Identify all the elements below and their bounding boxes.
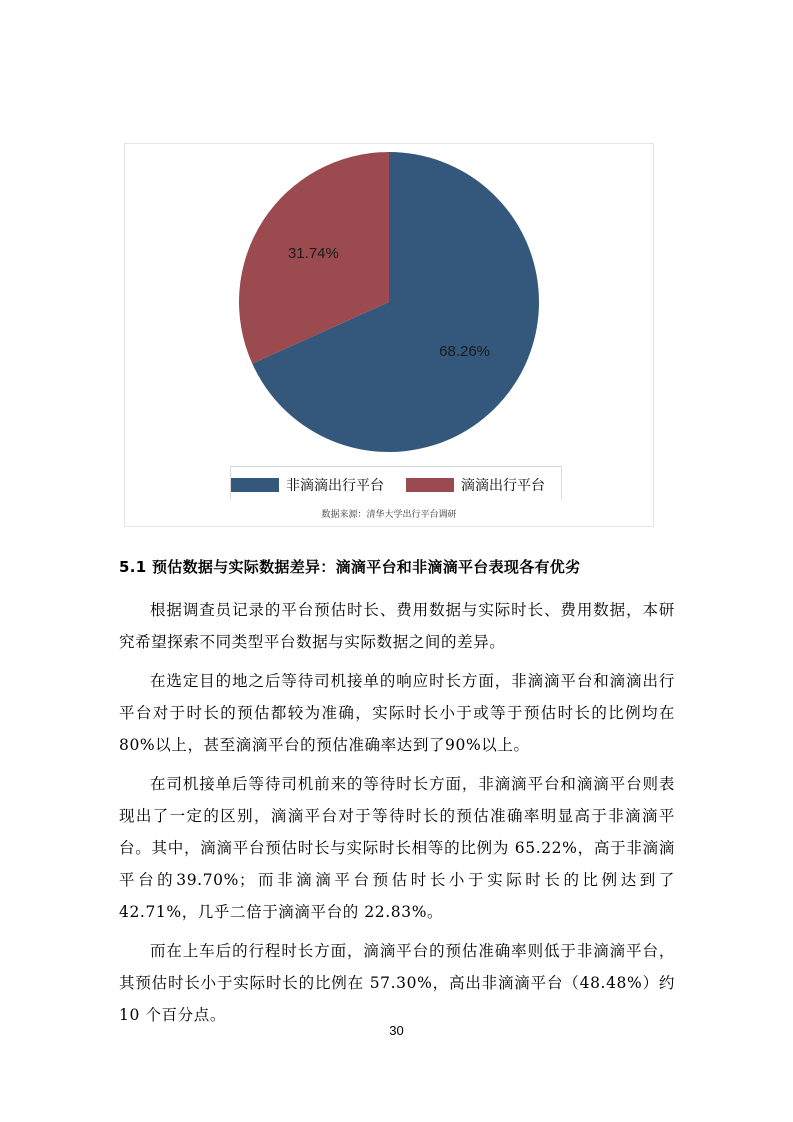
chart-source-note: 数据来源：清华大学出行平台调研: [321, 510, 457, 520]
legend-item-non-didi: [231, 475, 384, 495]
page-number: 30: [389, 1023, 404, 1038]
pie-chart-figure: [124, 143, 654, 527]
legend-label-non-didi: 非滴滴出行平台: [286, 478, 384, 494]
paragraph-1: 根据调查员记录的平台预估时长、费用数据与实际时长、费用数据，本研究希望探索不同类型平台数据与实际数据之间的差异。: [119, 601, 675, 651]
data-label-non-didi: 68.26%: [439, 342, 491, 360]
paragraph-4: 而在上车后的行程时长方面，滴滴平台的预估准确率则低于非滴滴平台，其预估时长小于实际时长的比例在 57.30%，高出非滴滴平台（48.48%）约 10 个百分点。: [119, 942, 675, 1024]
data-label-didi: 31.74%: [287, 245, 339, 263]
paragraph-2: 在选定目的地之后等待司机接单的响应时长方面，非滴滴平台和滴滴出行平台对于时长的预估都较为准确，实际时长小于或等于预估时长的比例均在80%以上，甚至滴滴平台的预估准确率达到了90%以上。: [119, 672, 675, 754]
legend-swatch-didi: [406, 478, 454, 492]
legend-label-didi: 滴滴出行平台: [461, 478, 545, 494]
section-heading: 5.1 预估数据与实际数据差异：滴滴平台和非滴滴平台表现各有优劣: [119, 558, 581, 576]
legend-swatch-non-didi: [231, 478, 279, 492]
paragraph-3: 在司机接单后等待司机前来的等待时长方面，非滴滴平台和滴滴平台则表现出了一定的区别，滴滴平台对于等待时长的预估准确率明显高于非滴滴平台。其中，滴滴平台预估时长与实际时长相等的比例为 65.22%，高于非滴滴平台的39.70%；而非滴滴平台预估时长小于实际时长的比例达到了 42.71%，几乎二倍于滴滴平台的 22.83%。: [119, 775, 675, 921]
legend-item-didi: [406, 475, 545, 495]
chart-legend: [230, 466, 562, 499]
